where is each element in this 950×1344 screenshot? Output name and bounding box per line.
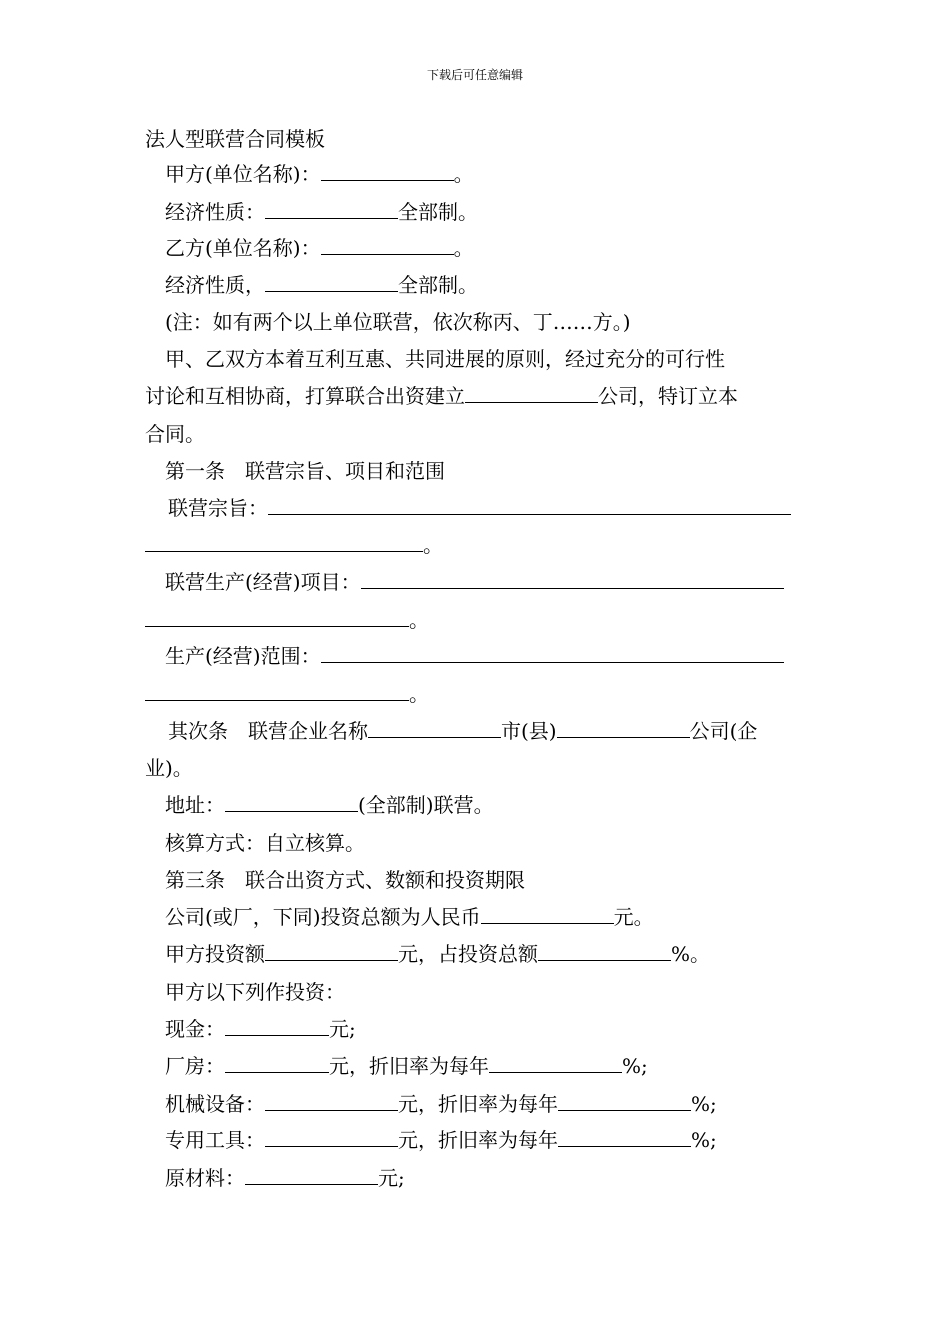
material-blank xyxy=(245,1165,378,1185)
address-blank xyxy=(225,792,358,812)
accounting-line: 核算方式：自立核算。 xyxy=(165,831,365,855)
machine-label: 机械设备： xyxy=(165,1092,265,1116)
intro-line-2b: 公司，特订立本 xyxy=(598,384,738,408)
party-a-investment-line xyxy=(165,940,710,968)
enterprise-name-blank xyxy=(368,718,501,738)
address-end: (全部制)联营。 xyxy=(358,793,494,817)
article-2-heading-b: 市(县) xyxy=(501,719,557,743)
machine-mid: 元，折旧率为每年 xyxy=(398,1092,558,1116)
address-label: 地址： xyxy=(165,793,225,817)
party-a-investment-blank xyxy=(265,941,398,961)
page-header: 下载后可任意编辑 xyxy=(426,68,523,82)
material-line xyxy=(165,1164,405,1192)
cash-line xyxy=(165,1015,356,1043)
machine-rate-blank xyxy=(558,1091,691,1111)
intro-line-1: 甲、乙双方本着互利互惠、共同进展的原则，经过充分的可行性 xyxy=(165,347,725,371)
tools-mid: 元，折旧率为每年 xyxy=(398,1128,558,1152)
tools-rate-blank xyxy=(558,1127,691,1147)
party-a-share-blank xyxy=(538,941,671,961)
company-name-blank xyxy=(465,383,598,403)
nature-a-line xyxy=(165,198,478,226)
tools-label: 专用工具： xyxy=(165,1128,265,1152)
plant-mid: 元，折旧率为每年 xyxy=(329,1054,489,1078)
document-title: 法人型联营合同模板 xyxy=(145,127,325,151)
nature-a-end: 全部制。 xyxy=(398,200,478,224)
nature-b-line xyxy=(165,271,478,299)
party-a-investment-mid: 元，占投资总额 xyxy=(398,942,538,966)
party-a-investment-label: 甲方投资额 xyxy=(165,942,265,966)
tools-end: %; xyxy=(691,1128,717,1152)
total-investment-end: 元。 xyxy=(613,905,654,929)
article-2-heading-c: 公司(企 xyxy=(689,719,758,743)
article-3-heading: 第三条 联合出资方式、数额和投资期限 xyxy=(165,868,525,892)
party-b-blank xyxy=(321,235,454,255)
scope-end: 。 xyxy=(409,682,429,706)
nature-b-end: 全部制。 xyxy=(398,273,478,297)
project-line xyxy=(165,568,784,596)
plant-label: 厂房： xyxy=(165,1054,225,1078)
party-b-label: 乙方(单位名称)： xyxy=(165,236,321,260)
total-investment-label: 公司(或厂，下同)投资总额为人民币 xyxy=(165,905,481,929)
scope-label: 生产(经营)范围： xyxy=(165,644,321,668)
purpose-line xyxy=(168,494,791,522)
intro-line-2 xyxy=(145,382,738,410)
party-a-end: 。 xyxy=(453,162,474,186)
total-investment-line xyxy=(165,903,654,931)
material-label: 原材料： xyxy=(165,1166,245,1190)
project-label: 联营生产(经营)项目： xyxy=(165,570,361,594)
note-line: (注：如有两个以上单位联营，依次称丙、丁……方。) xyxy=(165,310,631,334)
total-investment-blank xyxy=(481,904,614,924)
cash-end: 元; xyxy=(329,1017,356,1041)
project-line-2 xyxy=(145,606,429,634)
nature-a-label: 经济性质： xyxy=(165,200,265,224)
cash-label: 现金： xyxy=(165,1017,225,1041)
machine-blank xyxy=(265,1091,398,1111)
intro-line-3: 合同。 xyxy=(145,422,205,446)
machine-line xyxy=(165,1090,717,1118)
article-2-heading-end: 业)。 xyxy=(145,756,193,780)
tools-blank xyxy=(265,1127,398,1147)
cash-blank xyxy=(225,1016,329,1036)
purpose-blank xyxy=(268,495,791,515)
party-b-line xyxy=(165,234,474,262)
party-a-line xyxy=(165,160,474,188)
purpose-label: 联营宗旨： xyxy=(168,496,268,520)
purpose-line-2 xyxy=(145,531,443,559)
party-a-investment-end: %。 xyxy=(671,942,711,966)
scope-blank xyxy=(321,643,784,663)
project-blank-2 xyxy=(145,607,409,627)
nature-b-label: 经济性质， xyxy=(165,273,265,297)
plant-line xyxy=(165,1052,648,1080)
party-a-blank xyxy=(321,161,454,181)
machine-end: %; xyxy=(691,1092,717,1116)
article-1-heading: 第一条 联营宗旨、项目和范围 xyxy=(165,459,445,483)
scope-line-2 xyxy=(145,680,429,708)
plant-end: %; xyxy=(622,1054,648,1078)
tools-line xyxy=(165,1126,717,1154)
material-end: 元; xyxy=(378,1166,405,1190)
scope-blank-2 xyxy=(145,681,409,701)
party-a-label: 甲方(单位名称)： xyxy=(165,162,321,186)
party-a-items-intro: 甲方以下列作投资： xyxy=(165,980,345,1004)
plant-blank xyxy=(225,1053,329,1073)
nature-a-blank xyxy=(265,199,398,219)
project-blank xyxy=(361,569,784,589)
scope-line xyxy=(165,642,784,670)
city-blank xyxy=(557,718,690,738)
project-end: 。 xyxy=(409,608,429,632)
purpose-blank-2 xyxy=(145,532,423,552)
article-2-heading-a: 其次条 联营企业名称 xyxy=(168,719,368,743)
plant-rate-blank xyxy=(489,1053,622,1073)
intro-line-2a: 讨论和互相协商，打算联合出资建立 xyxy=(145,384,465,408)
nature-b-blank xyxy=(265,272,398,292)
article-2-heading xyxy=(168,717,757,745)
party-b-end: 。 xyxy=(453,236,474,260)
purpose-end: 。 xyxy=(423,533,443,557)
address-line xyxy=(165,791,494,819)
